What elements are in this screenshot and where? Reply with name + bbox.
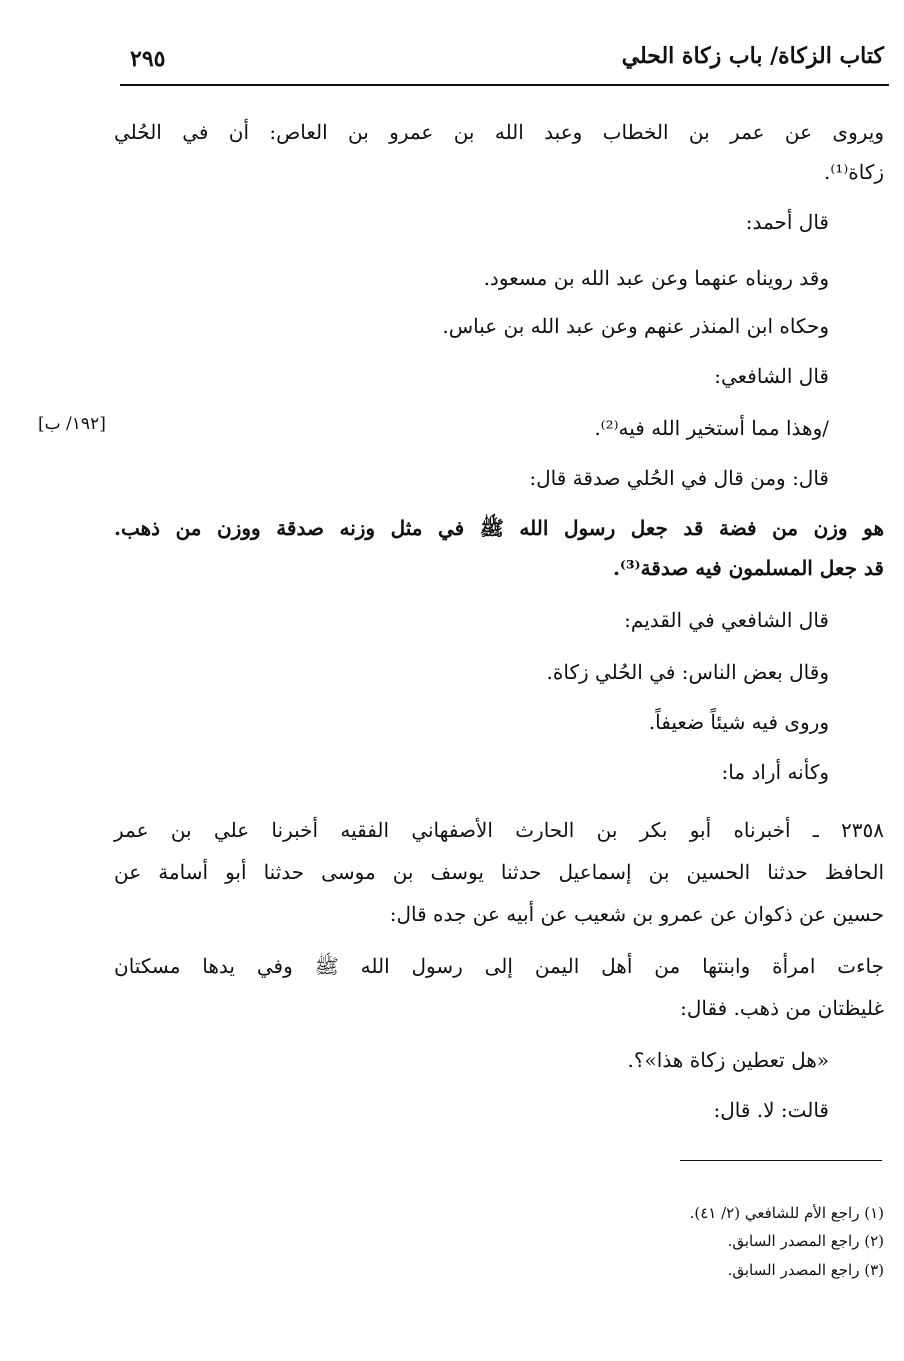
text-line-3: قال أحمد: <box>745 210 829 234</box>
text-line-1: ويروى عن عمر بن الخطاب وعبد الله بن عمرو بن العاص: أن في الحُلي <box>114 120 884 144</box>
text-line-6: قال الشافعي: <box>714 364 829 388</box>
footnote-3: (٣) راجع المصدر السابق. <box>727 1261 884 1279</box>
text-line-18: جاءت امرأة وابنتها من أهل اليمن إلى رسول الله ﷺ وفي يدها مسكتان <box>114 954 884 978</box>
text-line-5: وحكاه ابن المنذر عنهم وعن عبد الله بن عباس. <box>442 314 829 338</box>
footnote-2: (٢) راجع المصدر السابق. <box>727 1232 884 1250</box>
text-line-13: وروى فيه شيئاً ضعيفاً. <box>648 710 829 734</box>
text-line-16: الحافظ حدثنا الحسين بن إسماعيل حدثنا يوسف بن موسى حدثنا أبو أسامة عن <box>114 860 884 884</box>
text-line-12: وقال بعض الناس: في الحُلي زكاة. <box>546 660 829 684</box>
page-number: ٢٩٥ <box>130 46 166 72</box>
text-line-15: ٢٣٥٨ ـ أخبرناه أبو بكر بن الحارث الأصفهاني الفقيه أخبرنا علي بن عمر <box>114 818 884 842</box>
text-line-11: قال الشافعي في القديم: <box>624 608 829 632</box>
text-line-4: وقد رويناه عنهما وعن عبد الله بن مسعود. <box>483 266 829 290</box>
header-rule <box>120 84 889 86</box>
text-line-2: زكاة⁽¹⁾. <box>824 160 884 184</box>
text-line-7: /وهذا مما أستخير الله فيه⁽²⁾. <box>594 416 829 440</box>
margin-folio-note: [١٩٢/ ب] <box>38 414 106 434</box>
running-header-title: كتاب الزكاة/ باب زكاة الحلي <box>621 43 884 69</box>
footnote-separator <box>680 1160 882 1161</box>
text-line-8: قال: ومن قال في الحُلي صدقة قال: <box>529 466 829 490</box>
text-line-20: «هل تعطين زكاة هذا»؟. <box>627 1048 829 1072</box>
text-line-17: حسين عن ذكوان عن عمرو بن شعيب عن أبيه عن جده قال: <box>389 902 884 926</box>
text-line-10: قد جعل المسلمون فيه صدقة⁽³⁾. <box>612 556 884 580</box>
text-line-19: غليظتان من ذهب. فقال: <box>680 996 884 1020</box>
text-line-14: وكأنه أراد ما: <box>721 760 829 784</box>
text-line-21: قالت: لا. قال: <box>713 1098 829 1122</box>
footnote-1: (١) راجع الأم للشافعي (٢/ ٤١). <box>689 1204 884 1222</box>
text-line-9: هو وزن من فضة قد جعل رسول الله ﷺ في مثل وزنه صدقة ووزن من ذهب. <box>114 516 884 540</box>
